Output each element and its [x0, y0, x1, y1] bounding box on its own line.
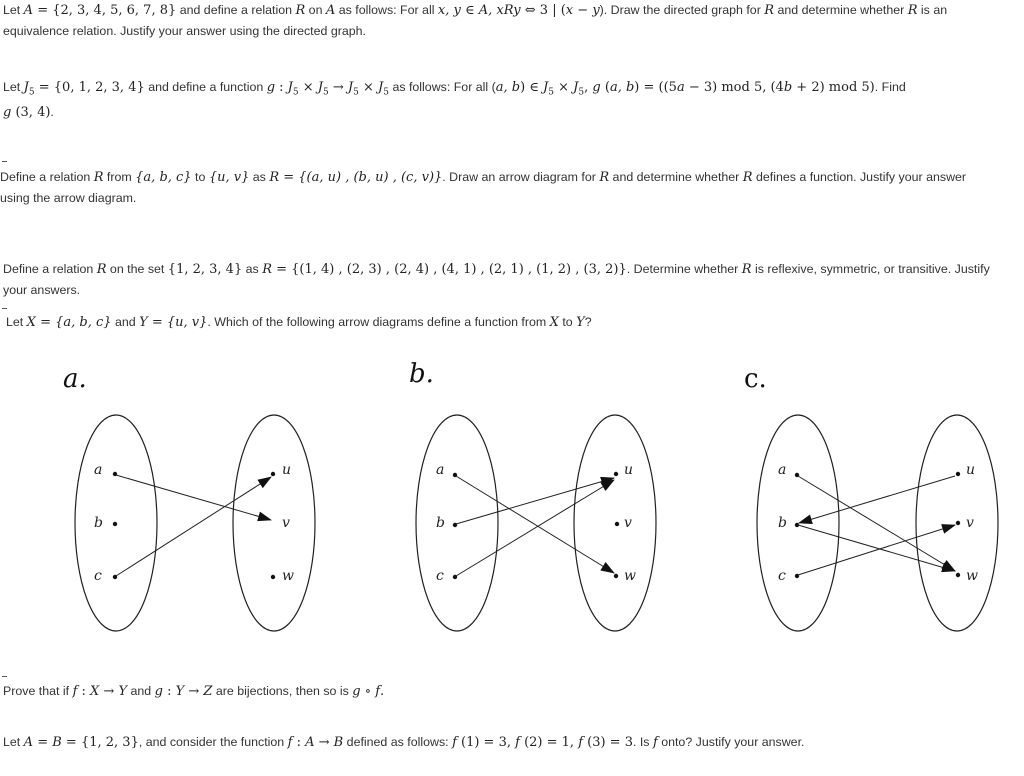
math: , — [584, 80, 593, 95]
math: x, y — [437, 3, 461, 18]
text: and determine whether — [609, 170, 743, 184]
node-label-w: w — [282, 568, 294, 584]
text: your answers. — [3, 283, 81, 297]
node-label-u: u — [624, 462, 634, 478]
text: . — [50, 105, 54, 120]
math: X — [549, 315, 559, 330]
node-label-b: b — [778, 515, 787, 531]
math: R — [96, 262, 107, 277]
math: a — [676, 80, 685, 95]
text: Define a relation — [0, 170, 94, 184]
math: f — [72, 684, 78, 699]
node-dot — [614, 472, 618, 476]
math: → — [328, 80, 348, 95]
math: (3, 4) — [11, 105, 51, 121]
text: to — [558, 315, 577, 329]
arrow-c-to-u — [116, 477, 271, 576]
domain-ellipse — [757, 415, 839, 631]
node-label-u: u — [966, 462, 976, 478]
math: b — [783, 80, 793, 95]
divider-mark — [2, 676, 7, 677]
node-label-v: v — [282, 515, 290, 531]
math: : — [275, 80, 288, 95]
text: . Draw an arrow diagram for — [442, 170, 600, 184]
text: ). Draw the directed graph for — [599, 3, 765, 17]
math: R — [599, 170, 610, 185]
math: ∘ — [360, 684, 376, 699]
math: x — [565, 3, 574, 18]
text: Let — [6, 315, 27, 329]
arrow-a-to-v — [116, 475, 271, 520]
text: Let — [3, 735, 24, 749]
math: f — [652, 735, 658, 750]
text: defines a function. Justify your answer — [752, 170, 967, 184]
text: ? — [584, 315, 592, 329]
math: y — [592, 3, 600, 18]
node-dot — [956, 573, 960, 577]
math: (2) = 1, — [519, 735, 579, 750]
node-label-a: a — [94, 462, 103, 478]
node-dot — [271, 472, 275, 476]
text: equivalence relation. Justify your answer using the directed graph. — [3, 24, 366, 38]
math: → — [99, 684, 119, 699]
math: 5 — [383, 87, 389, 98]
diagram-a-label: a. — [63, 364, 87, 394]
math: A, xRy — [478, 3, 521, 18]
math: A — [23, 3, 34, 18]
math: Z — [203, 684, 213, 699]
math: B — [52, 735, 62, 750]
arrow-c-to-u — [456, 480, 614, 576]
math: A — [325, 3, 336, 18]
math: R — [262, 262, 272, 277]
node-dot — [614, 574, 618, 578]
math: 5 — [28, 87, 35, 98]
node-label-a: a — [778, 462, 787, 478]
text: on the set — [106, 262, 168, 276]
math: = {(1, 4) , (2, 3) , (2, 4) , (4, 1) , (2, 1) , (1, 2) , (3, 2)} — [272, 262, 627, 277]
diagram-b-label: b. — [409, 359, 434, 389]
math: f — [287, 735, 293, 750]
math: J — [317, 80, 324, 95]
math: {u, v} — [208, 170, 250, 185]
text: from — [103, 170, 136, 184]
node-dot — [271, 575, 275, 579]
text: and determine whether — [774, 3, 908, 17]
math: f — [578, 735, 583, 750]
text: . Which of the following arrow diagrams define a function from — [207, 315, 550, 329]
math: − 3) mod 5, (4 — [684, 80, 784, 95]
text: Let — [3, 3, 24, 17]
math: × — [358, 80, 379, 95]
arrow-a-to-w — [456, 476, 614, 573]
math: ( — [600, 80, 610, 95]
text: and — [127, 684, 155, 698]
math: J — [378, 80, 384, 95]
node-label-v: v — [966, 515, 974, 531]
arrow-a-to-w — [798, 476, 955, 571]
arrow-b-to-w — [798, 525, 955, 571]
math: R — [742, 170, 753, 185]
text: as — [242, 262, 263, 276]
math: J — [573, 80, 579, 95]
math: J — [287, 80, 293, 95]
node-dot — [956, 521, 960, 525]
question-bijection-proof — [3, 681, 1019, 702]
math: a, b — [495, 80, 521, 95]
text: , and consider the function — [138, 735, 288, 749]
math: + 2) mod 5) — [792, 80, 875, 95]
node-label-a: a — [436, 462, 445, 478]
math: {a, b, c} — [135, 170, 192, 185]
node-label-v: v — [624, 515, 632, 531]
math: R — [93, 170, 104, 185]
node-label-w: w — [966, 568, 978, 584]
math: a, b — [609, 80, 635, 95]
node-label-c: c — [436, 568, 444, 584]
math: . — [380, 684, 385, 699]
math: {1, 2, 3, 4} — [167, 262, 243, 277]
arrow-u-to-b — [799, 476, 955, 523]
diagram-c — [757, 415, 998, 631]
math: Y — [118, 684, 128, 699]
math: 5 — [578, 87, 585, 98]
math: ) ∈ — [520, 80, 544, 95]
node-label-c: c — [94, 568, 102, 584]
math: = {(a, u) , (b, u) , (c, v)} — [279, 170, 443, 185]
math: R — [295, 3, 306, 18]
arrow-c-to-v — [798, 525, 955, 575]
node-label-c: c — [778, 568, 786, 584]
math: f — [515, 735, 520, 750]
diagram-a — [75, 415, 315, 631]
math: = {a, b, c} — [35, 315, 112, 330]
math: g — [266, 80, 276, 95]
text: is an — [917, 3, 948, 17]
math: (3) = 3 — [583, 735, 633, 750]
text: on — [305, 3, 326, 17]
text: . Find — [874, 80, 906, 94]
text: and define a relation — [176, 3, 296, 17]
math: = {0, 1, 2, 3, 4} — [34, 80, 145, 95]
math: Y — [139, 315, 148, 330]
codomain-ellipse — [574, 415, 656, 631]
math: 5 — [548, 87, 554, 98]
math: X — [26, 315, 36, 330]
node-dot — [113, 522, 117, 526]
math: : — [292, 735, 306, 750]
text: are bijections, then so is — [212, 684, 353, 698]
math: J — [347, 80, 354, 95]
math: A — [23, 735, 34, 750]
text: and define a function — [144, 80, 267, 94]
math: → — [184, 684, 204, 699]
math: R — [269, 170, 280, 185]
text: and — [111, 315, 140, 329]
text: . Determine whether — [626, 262, 742, 276]
math: ∈ — [460, 3, 479, 18]
arrow-b-to-u — [456, 478, 614, 524]
node-label-w: w — [624, 568, 636, 584]
math: (1) = 3, — [456, 735, 516, 750]
math: g — [352, 684, 361, 699]
math: R — [764, 3, 775, 18]
text: Define a relation — [3, 262, 97, 276]
math: Y — [576, 315, 585, 330]
math: R — [741, 262, 752, 277]
domain-ellipse — [416, 415, 498, 631]
diagram-c-label: c. — [744, 364, 767, 394]
math: 5 — [292, 87, 299, 98]
math: Y — [175, 684, 185, 699]
node-label-b: b — [94, 515, 103, 531]
math: = — [33, 735, 53, 750]
math: R — [907, 3, 918, 18]
math: g — [592, 80, 601, 95]
text: to — [191, 170, 209, 184]
text: . Is — [632, 735, 653, 749]
math: : — [162, 684, 176, 699]
math: f — [375, 684, 381, 699]
diagram-b — [416, 415, 656, 631]
text: is reflexive, symmetric, or transitive. Justify — [751, 262, 990, 276]
math: A — [305, 735, 315, 750]
node-dot — [615, 522, 619, 526]
math: g — [154, 684, 163, 699]
math: 5 — [353, 87, 359, 98]
math: J — [543, 80, 549, 95]
math: : — [77, 684, 91, 699]
math: ⇔ 3 | ( — [520, 3, 566, 18]
question-onto-function — [3, 732, 1019, 753]
math: f — [452, 735, 457, 750]
text: as follows: For all — [335, 3, 438, 17]
node-label-b: b — [436, 515, 445, 531]
math: ) = ((5 — [634, 80, 677, 95]
math: 5 — [323, 87, 329, 98]
text: using the arrow diagram. — [0, 191, 137, 205]
math: = {u, v} — [147, 315, 208, 330]
node-label-u: u — [282, 462, 292, 478]
text: defined as follows: — [343, 735, 453, 749]
math: B — [333, 735, 344, 750]
text: Prove that if — [3, 684, 73, 698]
node-dot — [956, 472, 960, 476]
math: = {2, 3, 4, 5, 6, 7, 8} — [33, 3, 177, 18]
math: X — [90, 684, 100, 699]
text: onto? Justify your answer. — [657, 735, 805, 749]
text: as — [249, 170, 270, 184]
math: × — [554, 80, 574, 95]
math: − — [573, 3, 593, 18]
math: → — [314, 735, 334, 750]
math: × — [298, 80, 318, 95]
text: as follows: For all ( — [389, 80, 496, 94]
text: Let — [3, 80, 24, 94]
math: = {1, 2, 3} — [61, 735, 139, 750]
codomain-ellipse — [233, 415, 315, 631]
math: J — [23, 80, 29, 95]
math: g — [3, 105, 12, 121]
